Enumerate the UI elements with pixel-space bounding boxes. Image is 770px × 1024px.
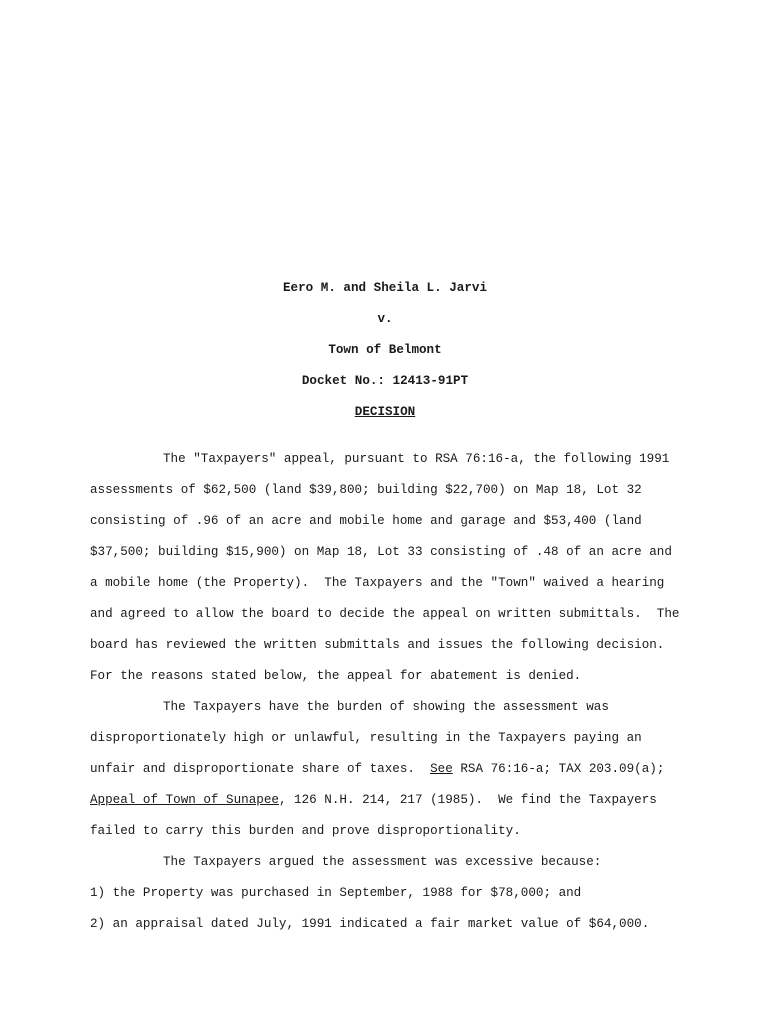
paragraph-1-line: $37,500; building $15,900) on Map 18, Lot 33 consisting of .48 of an acre and [90,545,672,559]
paragraph-1-line: and agreed to allow the board to decide the appeal on written submittals. The [90,607,680,621]
paragraph-1-line: For the reasons stated below, the appeal for abatement is denied. [90,669,582,683]
paragraph-2-line: disproportionately high or unlawful, resulting in the Taxpayers paying an [90,731,642,745]
case-citation: Appeal of Town of Sunapee [90,793,279,807]
text-run: RSA 76:16-a; TAX 203.09(a); [452,762,665,776]
paragraph-2-line: The Taxpayers have the burden of showing the assessment was [163,700,609,714]
paragraph-1-line: board has reviewed the written submittals and issues the following decision. [90,638,665,652]
paragraph-2-line: failed to carry this burden and prove disproportionality. [90,824,521,838]
docket-number: Docket No.: 12413-91PT [301,374,469,388]
caption-versus: v. [377,312,393,326]
paragraph-1-line: consisting of .96 of an acre and mobile home and garage and $53,400 (land [90,514,642,528]
paragraph-1-line: a mobile home (the Property). The Taxpayers and the "Town" waived a hearing [90,576,665,590]
see-signal: See [430,762,453,776]
caption-respondent: Town of Belmont [328,343,442,357]
list-item: 2) an appraisal dated July, 1991 indicated a fair market value of $64,000. [90,917,650,931]
text-run: unfair and disproportionate share of taxes. [90,762,431,776]
list-item: 1) the Property was purchased in September, 1988 for $78,000; and [90,886,582,900]
decision-heading-text: DECISION [354,405,416,419]
paragraph-2-line [90,792,657,808]
paragraph-3-line: The Taxpayers argued the assessment was excessive because: [163,855,602,869]
caption-parties: Eero M. and Sheila L. Jarvi [282,281,488,295]
text-run: , 126 N.H. 214, 217 (1985). We find the Taxpayers [278,793,657,807]
paragraph-1-line: assessments of $62,500 (land $39,800; building $22,700) on Map 18, Lot 32 [90,483,642,497]
paragraph-2-line [90,761,664,777]
paragraph-1-line: The "Taxpayers" appeal, pursuant to RSA 76:16-a, the following 1991 [163,452,670,466]
decision-heading [0,404,770,420]
